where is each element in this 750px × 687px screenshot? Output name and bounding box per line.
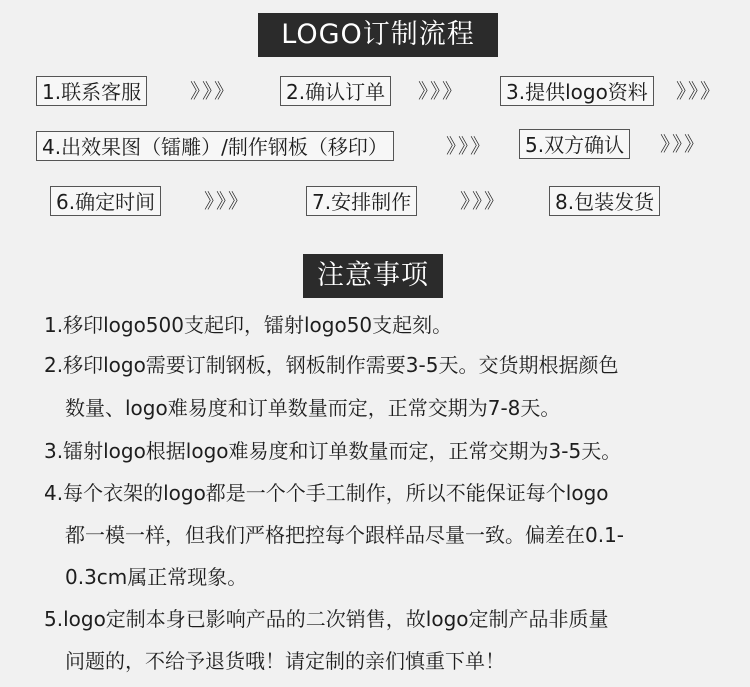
note-2-line-1: 2.移印logo需要订制钢板，钢板制作需要3-5天。交货期根据颜色 bbox=[44, 353, 619, 377]
note-3-line-1: 3.镭射logo根据logo难易度和订单数量而定，正常交期为3-5天。 bbox=[44, 439, 622, 463]
step-6-label: 6.确定时间 bbox=[56, 190, 156, 214]
notice-title: 注意事项 bbox=[317, 260, 429, 291]
step-1-box bbox=[36, 76, 147, 106]
step-5-box bbox=[519, 129, 630, 159]
step-8-box bbox=[549, 186, 660, 216]
step-2-box bbox=[280, 76, 391, 106]
step-1-label: 1.联系客服 bbox=[42, 80, 142, 104]
step-4-label: 4.出效果图（镭雕）/制作钢板（移印） bbox=[42, 135, 388, 159]
step-4-box bbox=[36, 131, 394, 161]
arrow-5: 》》》 bbox=[660, 132, 706, 156]
note-4-line-2: 都一模一样，但我们严格把控每个跟样品尽量一致。偏差在0.1- bbox=[65, 523, 625, 547]
step-6-box bbox=[50, 186, 161, 216]
note-2-line-2: 数量、logo难易度和订单数量而定，正常交期为7-8天。 bbox=[65, 396, 561, 420]
note-4-line-3: 0.3cm属正常现象。 bbox=[65, 565, 248, 589]
step-7-box bbox=[306, 186, 417, 216]
note-5-line-2: 问题的，不给予退货哦！请定制的亲们慎重下单！ bbox=[65, 649, 505, 673]
step-3-label: 3.提供logo资料 bbox=[506, 80, 648, 104]
arrow-2: 》》》 bbox=[418, 79, 464, 103]
step-5-label: 5.双方确认 bbox=[525, 133, 625, 157]
note-5-line-1: 5.logo定制本身已影响产品的二次销售，故logo定制产品非质量 bbox=[44, 607, 609, 631]
arrow-6: 》》》 bbox=[204, 189, 250, 213]
step-8-label: 8.包装发货 bbox=[555, 190, 655, 214]
step-7-label: 7.安排制作 bbox=[312, 190, 412, 214]
arrow-1: 》》》 bbox=[190, 79, 236, 103]
process-title: LOGO订制流程 bbox=[281, 19, 475, 50]
step-3-box bbox=[500, 76, 654, 106]
note-4-line-1: 4.每个衣架的logo都是一个个手工制作，所以不能保证每个logo bbox=[44, 481, 609, 505]
process-title-banner bbox=[258, 13, 498, 57]
arrow-3: 》》》 bbox=[676, 79, 722, 103]
note-1-line-1: 1.移印logo500支起印，镭射logo50支起刻。 bbox=[44, 313, 453, 337]
arrow-7: 》》》 bbox=[460, 189, 506, 213]
notice-title-banner bbox=[303, 254, 443, 298]
arrow-4: 》》》 bbox=[446, 134, 492, 158]
step-2-label: 2.确认订单 bbox=[286, 80, 386, 104]
